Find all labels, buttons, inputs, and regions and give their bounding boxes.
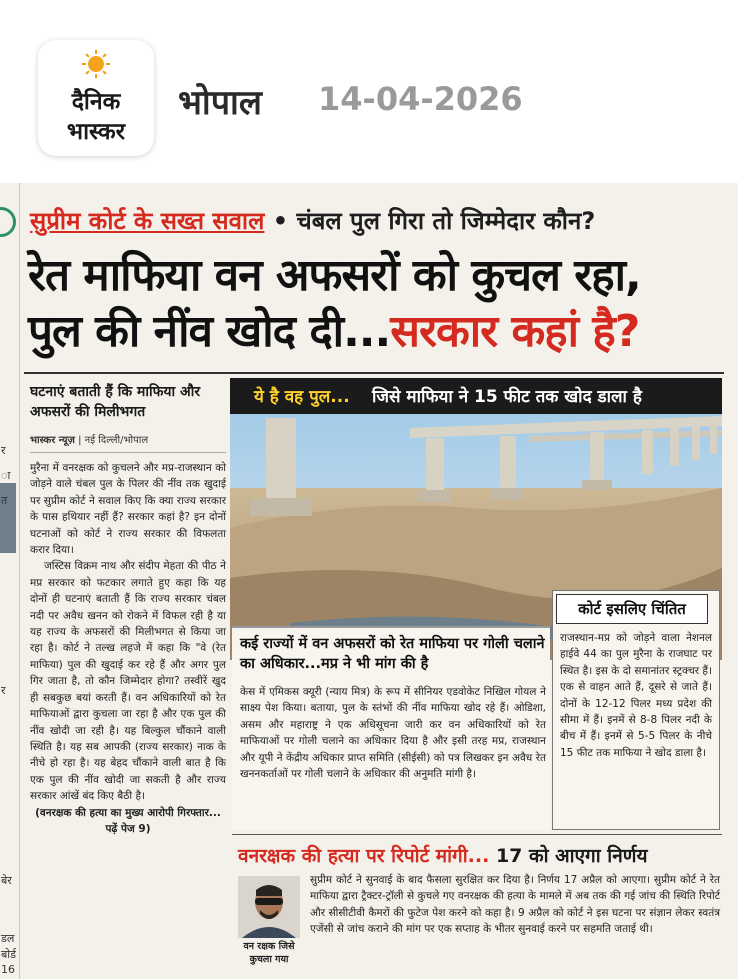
fragment-text: र bbox=[1, 684, 6, 697]
edition-date: 14-04-2026 bbox=[318, 80, 523, 118]
headline-divider bbox=[24, 372, 724, 374]
fragment-text: बेर bbox=[1, 874, 12, 887]
middle-story-headline: कई राज्यों में वन अफसरों को रेत माफिया पर गोली चलाने का अधिकार...मप्र ने भी मांग की है bbox=[240, 636, 545, 672]
fragment-text: 16 bbox=[1, 963, 15, 976]
fragment-text: त bbox=[1, 494, 8, 507]
edition-city: भोपाल bbox=[178, 83, 262, 123]
logo-line-2: भास्कर bbox=[66, 119, 126, 145]
fragment-text: डल bbox=[1, 932, 15, 945]
bottom-headline-black: 17 को आएगा निर्णय bbox=[489, 845, 648, 867]
court-concern-title: कोर्ट इसलिए चिंतित bbox=[556, 594, 708, 624]
byline-place: | नई दिल्ली/भोपाल bbox=[74, 435, 149, 446]
bottom-headline-red: वनरक्षक की हत्या पर रिपोर्ट मांगी... bbox=[238, 845, 490, 867]
bhaskar-sun-logo-icon bbox=[82, 50, 110, 78]
headline-line-2-red: सरकार कहां है? bbox=[390, 306, 640, 357]
left-para-2: जस्टिस विक्रम नाथ और संदीप मेहता की पीठ ने मप्र सरकार को फटकार लगाते हुए कहा कि यह दोनों ही घटनाएं बताती हैं कि राज्य सरकार चंबल नदी पर अवैध खनन को रोकने में विफल रही है या यह राज्य के अफसरों की मिलीभगत से किया जा रहा है। कोर्ट ने तल्ख लहजे में कहा कि "वे (रेत माफिया) पुल की खुदाई कर रहे हैं और अगर पुल गिर जाता है, तो कौन जिम्मेदार होगा? तस्वीरें खुद ही सबकुछ बयां करती हैं। वन अधिकारियों को रेत माफियाओं द्वारा कुचला जा रहा है और एक पुल की नींव खोदी जा रही है। यह बिल्कुल चौंकाने वाली स्थिति है। यह सब आपकी (राज्य सरकार) नाक के नीचे हो रहा है। यह बेहद चौंकाने वाली बात है कि एक पुल की नींव खोदी जा सकती है और राज्य सरकार आंखें बंद किए बैठी है। bbox=[30, 560, 226, 803]
bottom-story-divider bbox=[232, 834, 722, 835]
fragment-text: बोर्ड bbox=[1, 948, 17, 961]
fragment-text: ा bbox=[1, 469, 11, 482]
byline bbox=[30, 432, 226, 453]
photo-caption-white: जिसे माफिया ने 15 फीट तक खोद डाला है bbox=[372, 387, 642, 407]
bottom-story-headline bbox=[238, 842, 722, 868]
kicker-bullet: • bbox=[264, 207, 297, 235]
page-reference: (वनरक्षक की हत्या का मुख्य आरोपी गिरफ्तार... पढ़ें पेज 9) bbox=[35, 806, 221, 835]
forest-guard-photo bbox=[238, 876, 300, 938]
forest-guard-photo-caption: वन रक्षक जिसे कुचला गया bbox=[243, 941, 295, 965]
headline-line-1: रेत माफिया वन अफसरों को कुचल रहा, bbox=[28, 250, 641, 301]
bottom-story-body: सुप्रीम कोर्ट ने सुनवाई के बाद फैसला सुरक्षित कर दिया है। निर्णय 17 अप्रैल को आएगा। सुप्रीम कोर्ट ने रेत माफिया द्वारा ट्रैक्टर-ट्रॉली से कुचले गए वनरक्षक की हत्या के मामले में अब तक की गई जांच की स्थिति रिपोर्ट और सीसीटीवी कैमरों की फुटेज पेश करने को कहा है। 9 अप्रैल को कोर्ट ने इस घटना पर संज्ञान लेकर स्वतंत्र एजेंसी से जांच कराने की मांग पर एक सप्ताह के भीतर सुनवाई करने पर सहमति जताई थी। bbox=[310, 874, 720, 936]
adjacent-column-badge bbox=[0, 207, 16, 237]
kicker-question: चंबल पुल गिरा तो जिम्मेदार कौन? bbox=[296, 207, 596, 235]
court-concern-body: राजस्थान-मप्र को जोड़ने वाला नेशनल हाईवे 44 का पुल मुरैना के राजघाट पर स्थित है। इस के दो समानांतर स्ट्रक्चर हैं। एक से वाहन आते हैं, दूसरे से जाते हैं। दोनों के 12-12 पिलर मध्य प्रदेश की सीमा में हैं। इनमें से 8-8 पिलर नदी के बीच में हैं। इनमें से 5-5 पिलर के नीचे 15 फीट तक माफिया ने खोद डाला है। bbox=[560, 632, 712, 759]
dainik-bhaskar-logo[interactable] bbox=[38, 40, 154, 156]
photo-caption-bar bbox=[230, 378, 722, 414]
left-para-1: मुरैना में वनरक्षक को कुचलने और मप्र-राजस्थान को जोड़ने वाले चंबल पुल के पिलर की नींव तक खुदाई पर सुप्रीम कोर्ट ने सवाल किए कि क्या राज्य सरकार के पास हथियार नहीं हैं? सरकार कहां है? इन दोनों घटनाओं को कोर्ट ने राज्य सरकार की विफलता करार दिया। bbox=[30, 462, 226, 557]
headline-line-2-black: पुल की नींव खोद दी... bbox=[28, 306, 391, 357]
left-adjacent-column-fragment bbox=[0, 183, 20, 979]
main-headline bbox=[28, 248, 728, 360]
left-subhead: घटनाएं बताती हैं कि माफिया और अफसरों की मिलीभगत bbox=[30, 384, 201, 420]
photo-caption-yellow: ये है वह पुल... bbox=[254, 387, 350, 407]
fragment-text: र bbox=[1, 444, 6, 457]
story-kicker bbox=[30, 204, 595, 237]
kicker-red: सुप्रीम कोर्ट के सख्त सवाल bbox=[30, 207, 265, 235]
byline-agency: भास्कर न्यूज़ bbox=[30, 435, 75, 446]
left-column-body bbox=[30, 460, 226, 837]
app-header bbox=[0, 0, 738, 178]
logo-line-1: दैनिक bbox=[71, 89, 121, 115]
middle-story-body: केस में एमिकस क्यूरी (न्याय मित्र) के रूप में सीनियर एडवोकेट निखिल गोयल ने साक्ष्य पेश किया। बताया, पुल के स्तंभों की नींव माफिया खोद रहे हैं। ओडिशा, असम और महाराष्ट्र ने एक अधिसूचना जारी कर वन अधिकारियों को रेत माफियाओं पर गोली चलाने का अधिकार दिया है और इसी तरह मप्र, राजस्थान और यूपी ने केंद्रीय अधिकार प्राप्त समिति (सीईसी) को पत्र लिखकर इन अवैध रेत खननकर्ताओं पर गोली चलाने के अधिकार की अनुमति मांगी है। bbox=[240, 686, 546, 781]
